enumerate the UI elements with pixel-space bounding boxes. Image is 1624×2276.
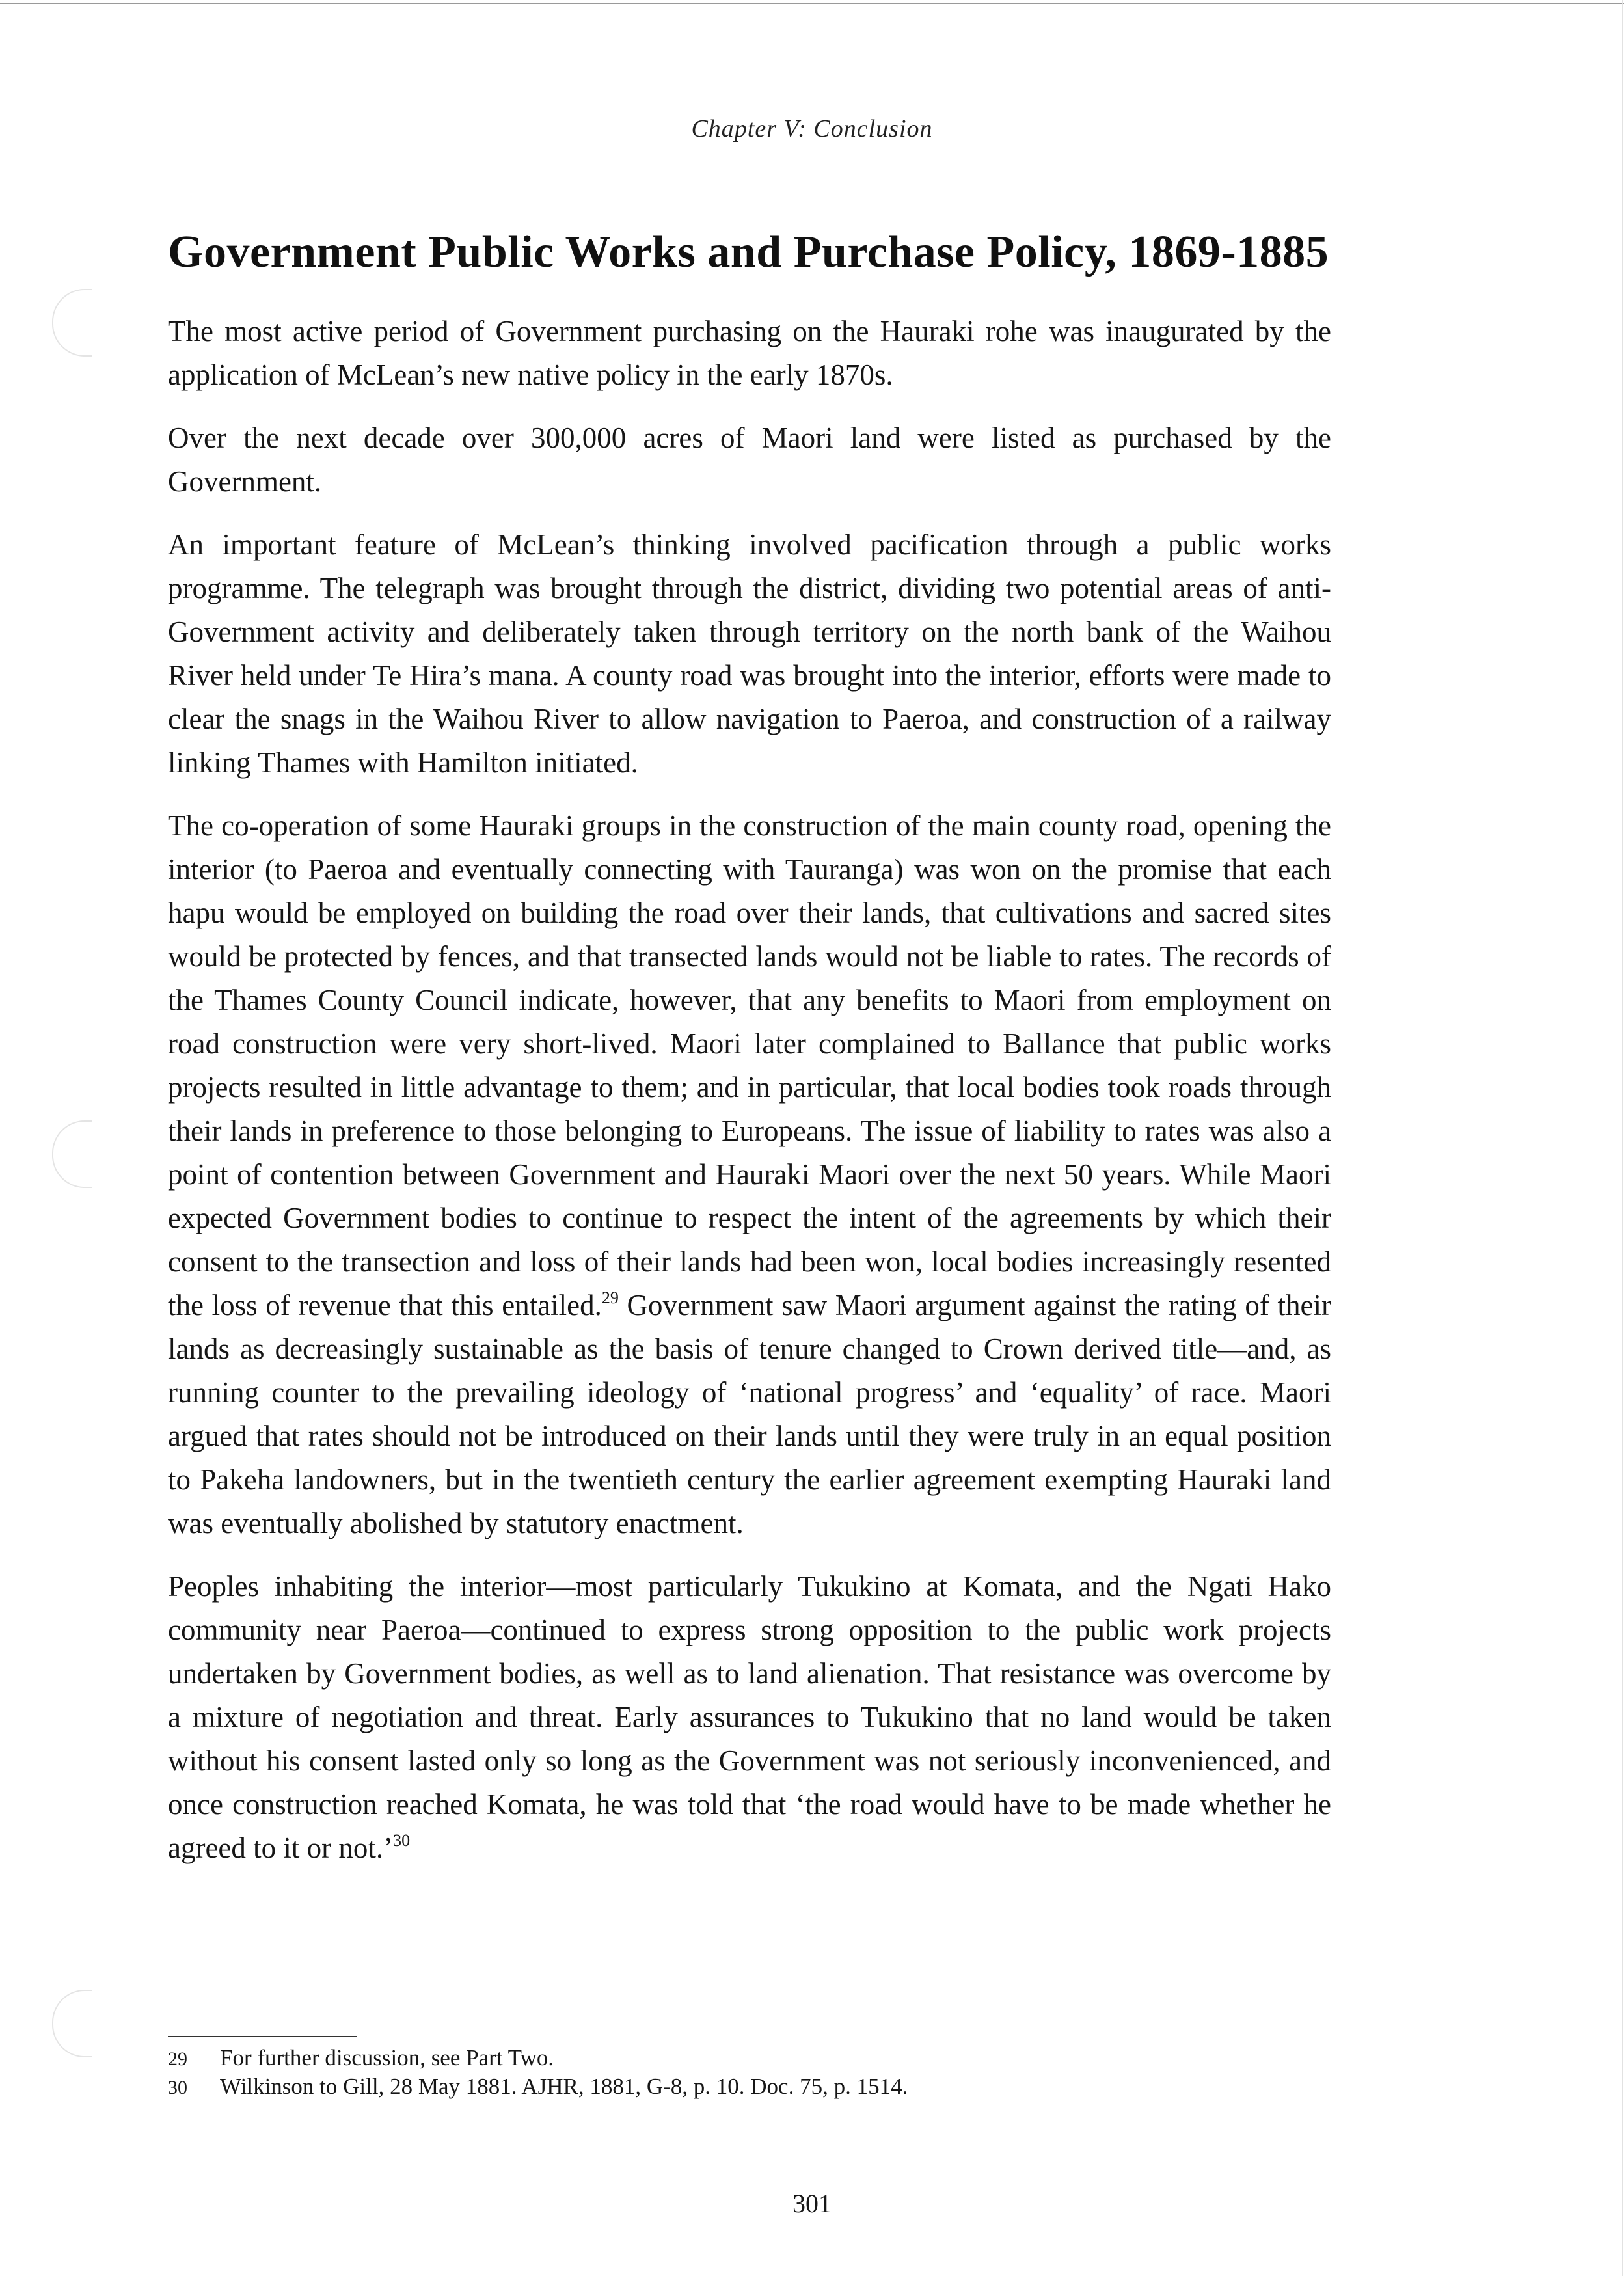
paragraph-text: The co-operation of some Hauraki groups in the construction of the main county road, opening the interior (to Paeroa and eventually connecting with Tauranga) was won on the promise that each hapu would be employed on building the road over their lands, that cultivations and sacred sites would be protected by fences, and that transected lands would not be liable to rates. The records of the Thames County Council indicate, however, that any benefits to Maori from employment on road construction were very short-lived. Maori later complained to Ballance that public works projects resulted in little advantage to them; and in particular, that local bodies took roads through their lands in preference to those belonging to Europeans. The issue of liability to rates was also a point of contention between Government and Hauraki Maori over the next 50 years. While Maori expected Government bodies to continue to respect the intent of the agreements by which their consent to the transection and loss of their lands had been won, local bodies increasingly resented the loss of revenue that this entailed.	[168, 809, 1331, 1321]
paragraph: The most active period of Government purchasing on the Hauraki rohe was inaugurated by the application of McLean’s new native policy in the early 1870s.	[168, 315, 1331, 391]
punch-hole-mark	[52, 289, 92, 357]
punch-hole-mark	[52, 1990, 92, 2057]
footnote-rule	[168, 2036, 357, 2037]
punch-hole-mark	[52, 1120, 92, 1188]
paragraph	[168, 804, 1331, 1545]
footnote-text: For further discussion, see Part Two.	[220, 2045, 554, 2070]
top-edge-rule	[0, 3, 1624, 4]
body-text	[168, 310, 1331, 1890]
paragraph: An important feature of McLean’s thinking involved pacification through a public works programme. The telegraph was brought through the district, dividing two potential areas of anti-Government activity and deliberately taken through territory on the north bank of the Waihou River held under Te Hira’s mana. A county road was brought into the interior, efforts were made to clear the snags in the Waihou River to allow navigation to Paeroa, and construction of a railway linking Thames with Hamilton initiated.	[168, 528, 1331, 779]
section-title: Government Public Works and Purchase Policy, 1869-1885	[168, 227, 1329, 277]
footnote-reference: 29	[601, 1288, 619, 1307]
paragraph-text: Government saw Maori argument against the rating of their lands as decreasingly sustainable as the basis of tenure changed to Crown derived title—and, as running counter to the prevailing ideology of ‘national progress’ and ‘equality’ of race. Maori argued that rates should not be introduced on their lands until they were truly in an equal position to Pakeha landowners, but in the twentieth century the earlier agreement exempting Hauraki land was eventually abolished by statutory enactment.	[168, 1289, 1331, 1539]
paragraph	[168, 1565, 1331, 1870]
footnote-text: Wilkinson to Gill, 28 May 1881. AJHR, 1881, G-8, p. 10. Doc. 75, p. 1514.	[220, 2074, 908, 2099]
running-head: Chapter V: Conclusion	[691, 115, 933, 142]
footnote-number: 29	[168, 2048, 187, 2070]
paragraph-text: Peoples inhabiting the interior—most particularly Tukukino at Komata, and the Ngati Hako community near Paeroa—continued to express strong opposition to the public work projects undertaken by Government bodies, as well as to land alienation. That resistance was overcome by a mixture of negotiation and threat. Early assurances to Tukukino that no land would be taken without his consent lasted only so long as the Government was not seriously inconvenienced, and once construction reached Komata, he was told that ‘the road would have to be made whether he agreed to it or not.’	[168, 1570, 1331, 1864]
right-edge-line	[1622, 0, 1623, 2276]
page-number: 301	[792, 2189, 832, 2218]
footnote	[168, 2044, 1339, 2073]
footnote-reference: 30	[393, 1831, 411, 1850]
footnote-number: 30	[168, 2077, 187, 2098]
footnotes	[168, 2044, 1339, 2102]
footnote	[168, 2073, 1339, 2102]
paragraph: Over the next decade over 300,000 acres of Maori land were listed as purchased by the Government.	[168, 422, 1331, 498]
